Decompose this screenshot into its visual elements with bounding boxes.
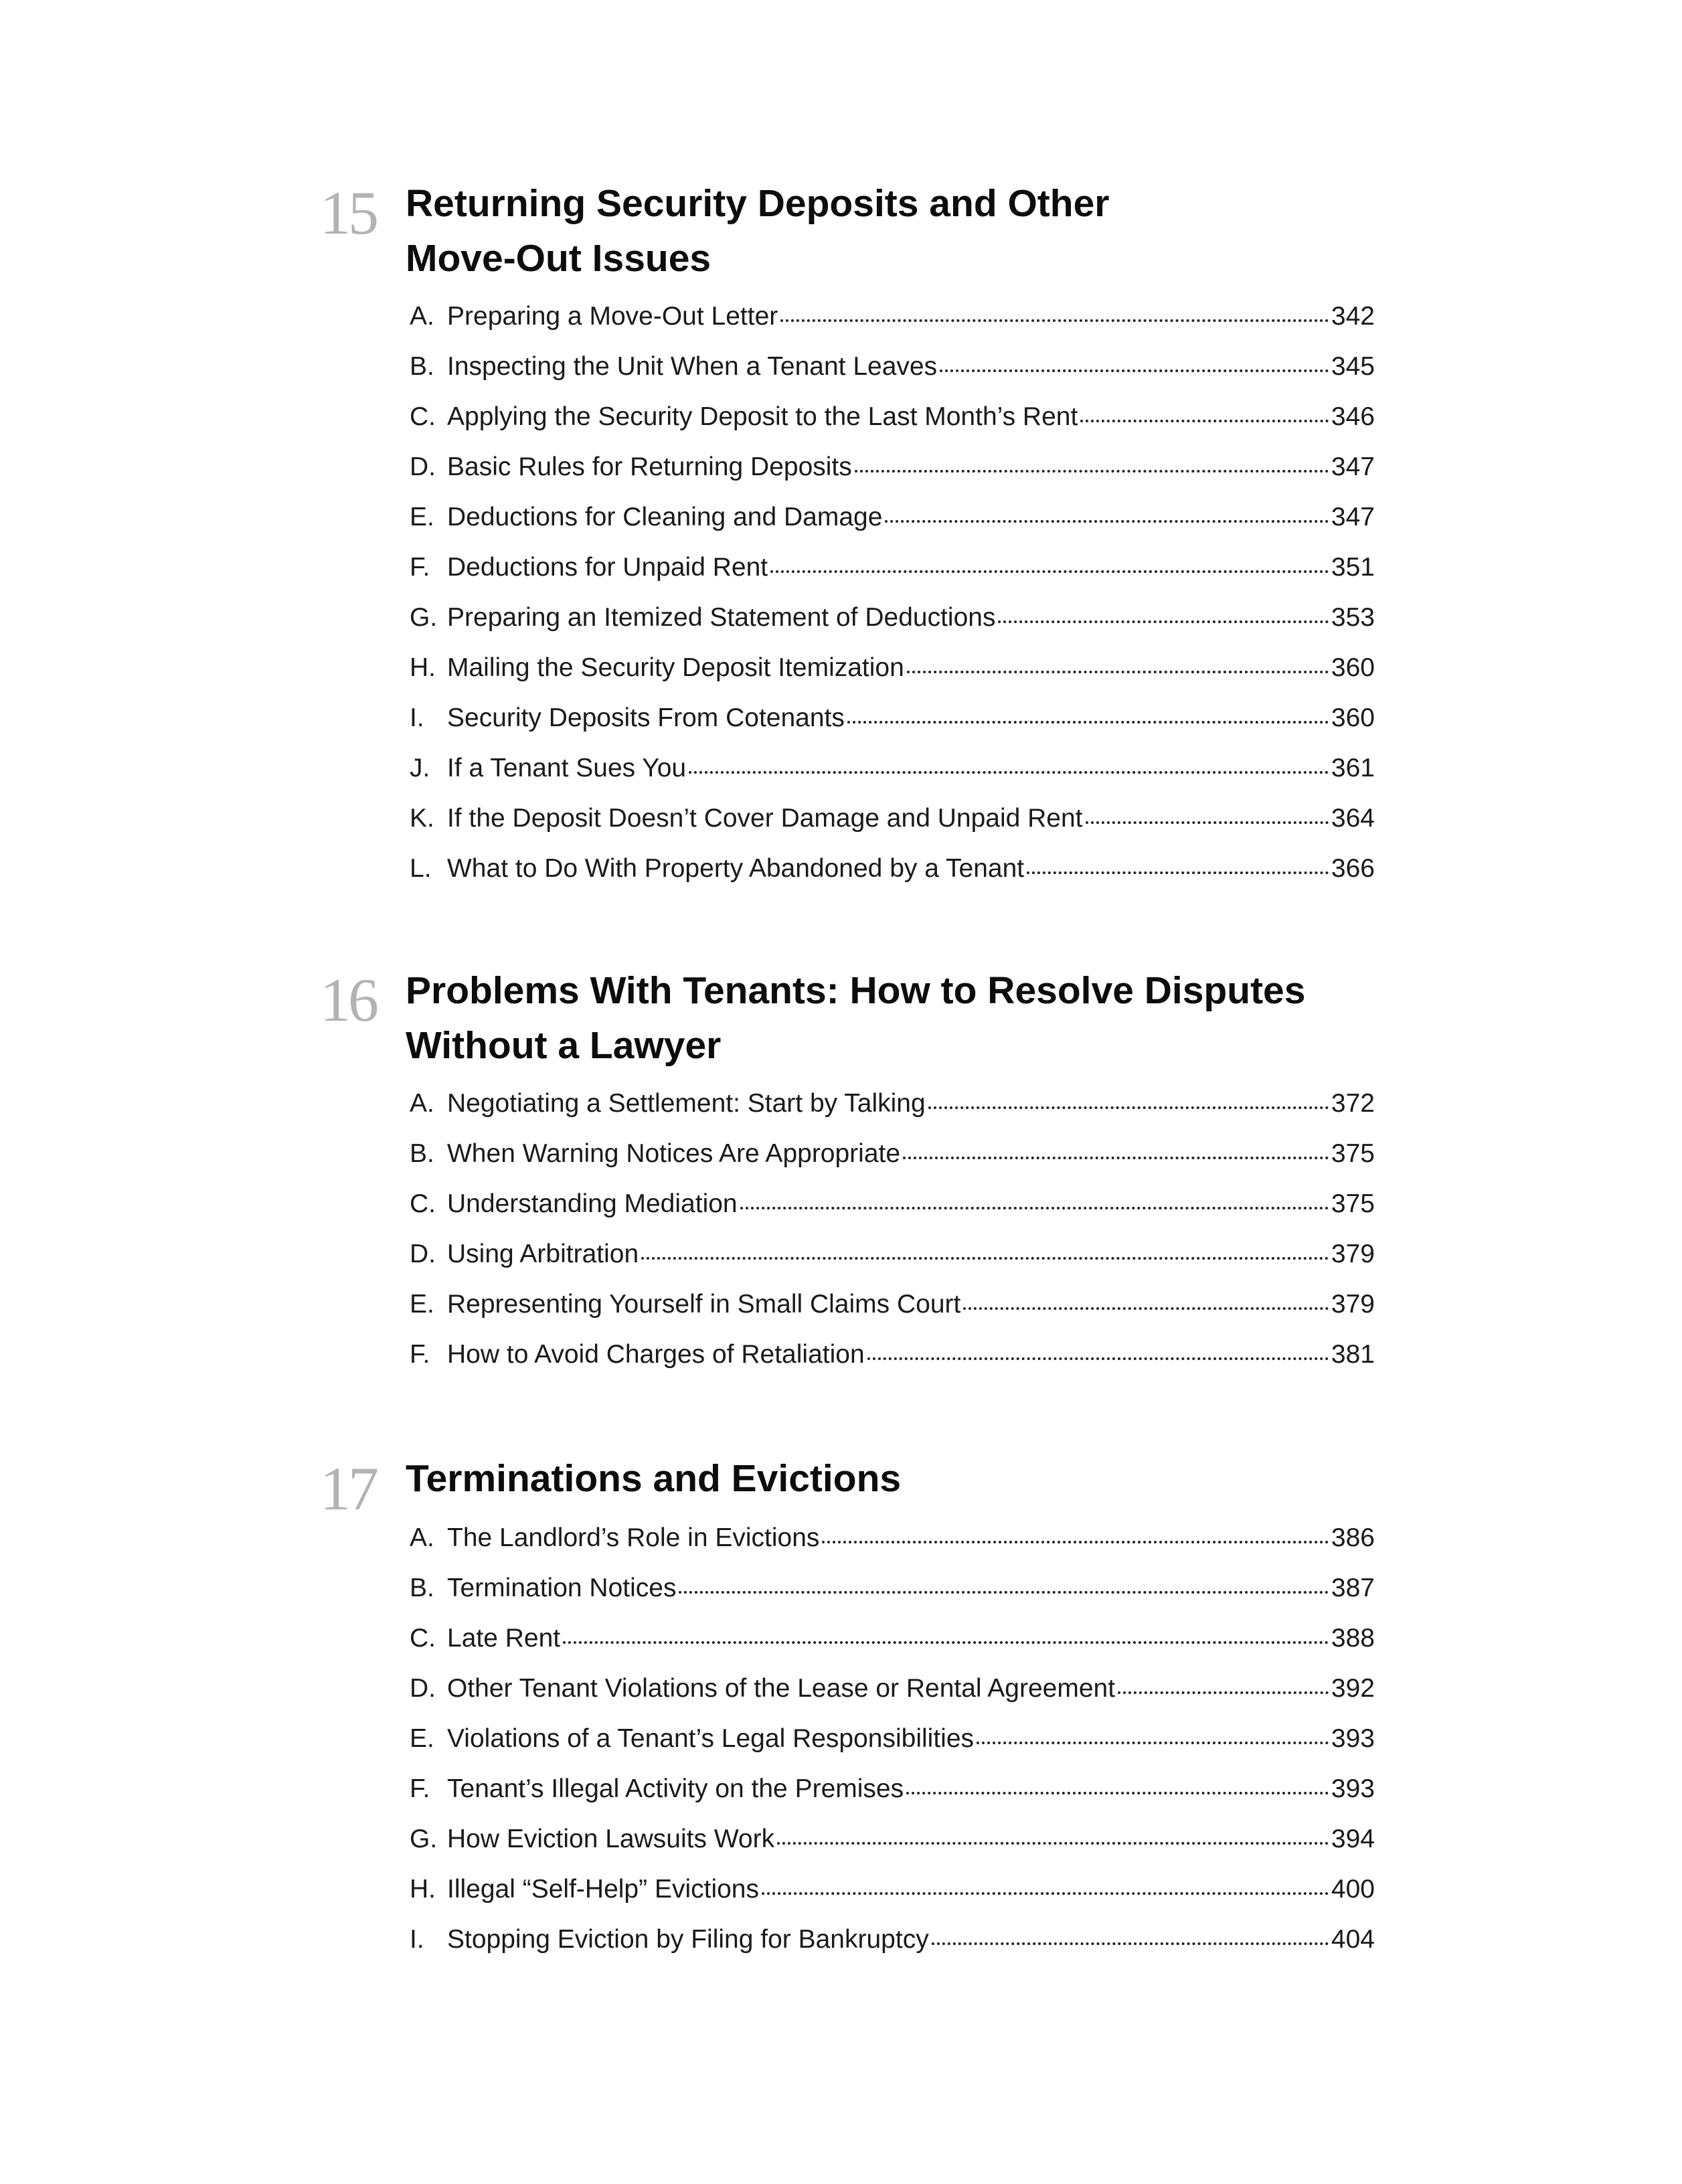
entry-letter: F.	[410, 553, 430, 582]
entry-page: 360	[1331, 653, 1375, 682]
entry-letter: B.	[410, 1139, 434, 1168]
entry-title: Tenant’s Illegal Activity on the Premises	[447, 1774, 904, 1803]
entry-title: Basic Rules for Returning Deposits	[447, 452, 852, 481]
entry-letter: A.	[410, 1523, 434, 1552]
chapter-number: 15	[320, 179, 376, 247]
entry-page: 388	[1331, 1624, 1375, 1653]
dot-leader	[1118, 1691, 1329, 1694]
entry-title: If a Tenant Sues You	[447, 754, 687, 782]
dot-leader	[903, 1157, 1329, 1159]
entry-page: 360	[1331, 703, 1375, 732]
entry-title: How to Avoid Charges of Retaliation	[447, 1340, 865, 1369]
dot-leader	[777, 1842, 1329, 1845]
chapter-number: 17	[320, 1454, 376, 1523]
entry-letter: C.	[410, 1189, 436, 1218]
entry-title: Inspecting the Unit When a Tenant Leaves	[447, 352, 938, 381]
entry-page: 364	[1331, 804, 1375, 833]
entry-letter: C.	[410, 1624, 436, 1653]
entry-title: Deductions for Cleaning and Damage	[447, 503, 883, 531]
entry-letter: L.	[410, 854, 432, 883]
entry-title: Late Rent	[447, 1624, 561, 1653]
entry-title: Preparing a Move-Out Letter	[447, 302, 778, 331]
entry-page: 372	[1331, 1089, 1375, 1118]
entry-page: 394	[1331, 1825, 1375, 1853]
dot-leader	[822, 1541, 1329, 1543]
chapter-title: Problems With Tenants: How to Resolve Disputes Without a Lawyer	[406, 969, 1306, 1067]
toc-entry[interactable]	[410, 1764, 1375, 1814]
dot-leader	[932, 1942, 1329, 1945]
dot-leader	[977, 1742, 1329, 1744]
entry-title: The Landlord’s Role in Evictions	[447, 1523, 820, 1552]
entry-letter: K.	[410, 804, 434, 833]
dot-leader	[940, 369, 1329, 372]
entry-letter: I.	[410, 1925, 424, 1954]
entry-title: When Warning Notices Are Appropriate	[447, 1139, 901, 1168]
entry-page: 379	[1331, 1290, 1375, 1319]
entry-letter: G.	[410, 603, 438, 632]
entry-page: 381	[1331, 1340, 1375, 1369]
dot-leader	[906, 1792, 1329, 1794]
entry-letter: F.	[410, 1340, 430, 1369]
entry-title: What to Do With Property Abandoned by a Tenant	[447, 854, 1025, 883]
entry-page: 393	[1331, 1774, 1375, 1803]
entry-title: Illegal “Self-Help” Evictions	[447, 1875, 760, 1904]
entry-page: 392	[1331, 1674, 1375, 1703]
toc-entry[interactable]	[410, 1179, 1375, 1229]
toc-entry[interactable]	[410, 341, 1375, 392]
entry-page: 375	[1331, 1189, 1375, 1218]
entry-page: 375	[1331, 1139, 1375, 1168]
entry-letter: C.	[410, 402, 436, 431]
chapter-title: Terminations and Evictions	[406, 1457, 902, 1500]
toc-entry[interactable]	[410, 693, 1375, 743]
toc-entry[interactable]	[410, 592, 1375, 643]
entry-title: Using Arbitration	[447, 1240, 639, 1268]
entry-letter: F.	[410, 1774, 430, 1803]
entry-letter: E.	[410, 1290, 434, 1319]
toc-entry[interactable]	[410, 1814, 1375, 1864]
entry-title: Mailing the Security Deposit Itemization	[447, 653, 904, 682]
dot-leader	[847, 721, 1329, 724]
dot-leader	[762, 1892, 1329, 1895]
dot-leader	[770, 570, 1329, 573]
entry-letter: J.	[410, 754, 430, 782]
entry-title: Stopping Eviction by Filing for Bankruptcy	[447, 1925, 929, 1954]
entry-title: If the Deposit Doesn’t Cover Damage and Unpaid Rent	[447, 804, 1083, 833]
toc-entry[interactable]	[410, 1279, 1375, 1329]
entry-title: Applying the Security Deposit to the Last Month’s Rent	[447, 402, 1078, 431]
entry-letter: D.	[410, 1674, 436, 1703]
chapter-number: 16	[320, 966, 376, 1034]
toc-entry[interactable]	[410, 392, 1375, 442]
chapter-contents	[410, 291, 1375, 894]
entry-letter: B.	[410, 352, 434, 381]
dot-leader	[689, 771, 1329, 774]
entry-page: 386	[1331, 1523, 1375, 1552]
toc-entry[interactable]	[410, 542, 1375, 592]
dot-leader	[998, 620, 1328, 623]
toc-entry[interactable]	[410, 1329, 1375, 1379]
dot-leader	[780, 319, 1329, 322]
toc-entry[interactable]	[410, 1613, 1375, 1663]
chapter-contents	[410, 1078, 1375, 1379]
toc-entry[interactable]	[410, 1663, 1375, 1713]
toc-entry[interactable]	[410, 793, 1375, 843]
entry-page: 387	[1331, 1574, 1375, 1602]
dot-leader	[855, 470, 1329, 473]
dot-leader	[740, 1207, 1329, 1209]
dot-leader	[928, 1106, 1329, 1109]
entry-page: 393	[1331, 1724, 1375, 1753]
entry-page: 351	[1331, 553, 1375, 582]
entry-page: 347	[1331, 503, 1375, 531]
toc-entry[interactable]	[410, 1128, 1375, 1179]
dot-leader	[867, 1357, 1329, 1360]
dot-leader	[641, 1257, 1329, 1260]
toc-entry[interactable]	[410, 1864, 1375, 1914]
entry-title: Deductions for Unpaid Rent	[447, 553, 768, 582]
entry-page: 347	[1331, 452, 1375, 481]
entry-letter: H.	[410, 1875, 436, 1904]
entry-page: 379	[1331, 1240, 1375, 1268]
entry-letter: H.	[410, 653, 436, 682]
entry-letter: E.	[410, 1724, 434, 1753]
entry-letter: I.	[410, 703, 424, 732]
entry-page: 345	[1331, 352, 1375, 381]
toc-entry[interactable]	[410, 1914, 1375, 1964]
entry-letter: B.	[410, 1574, 434, 1602]
toc-entry[interactable]	[410, 843, 1375, 894]
toc-entry[interactable]	[410, 643, 1375, 693]
dot-leader	[1027, 871, 1329, 874]
entry-letter: D.	[410, 452, 436, 481]
toc-entry[interactable]	[410, 1563, 1375, 1613]
entry-page: 346	[1331, 402, 1375, 431]
entry-letter: A.	[410, 302, 434, 331]
dot-leader	[563, 1641, 1329, 1644]
entry-page: 404	[1331, 1925, 1375, 1954]
dot-leader	[1080, 420, 1329, 422]
toc-entry[interactable]	[410, 492, 1375, 542]
chapter-contents	[410, 1513, 1375, 1964]
dot-leader	[679, 1591, 1328, 1594]
entry-title: Security Deposits From Cotenants	[447, 703, 845, 732]
entry-letter: A.	[410, 1089, 434, 1118]
entry-title: Preparing an Itemized Statement of Deductions	[447, 603, 996, 632]
dot-leader	[1086, 821, 1329, 824]
entry-letter: E.	[410, 503, 434, 531]
entry-title: Violations of a Tenant’s Legal Responsibilities	[447, 1724, 975, 1753]
dot-leader	[963, 1307, 1329, 1310]
entry-title: Representing Yourself in Small Claims Court	[447, 1290, 961, 1319]
entry-letter: G.	[410, 1825, 438, 1853]
entry-title: Other Tenant Violations of the Lease or Rental Agreement	[447, 1674, 1116, 1703]
toc-entry[interactable]	[410, 743, 1375, 793]
toc-entry[interactable]	[410, 1078, 1375, 1128]
chapter-title: Returning Security Deposits and Other Move-Out Issues	[406, 182, 1110, 280]
entry-page: 400	[1331, 1875, 1375, 1904]
entry-page: 361	[1331, 754, 1375, 782]
entry-title: Termination Notices	[447, 1574, 677, 1602]
entry-letter: D.	[410, 1240, 436, 1268]
entry-page: 353	[1331, 603, 1375, 632]
toc-entry[interactable]	[410, 442, 1375, 492]
toc-entry[interactable]	[410, 1713, 1375, 1764]
entry-title: Understanding Mediation	[447, 1189, 738, 1218]
dot-leader	[907, 671, 1329, 673]
entry-page: 342	[1331, 302, 1375, 331]
entry-title: Negotiating a Settlement: Start by Talking	[447, 1089, 926, 1118]
entry-title: How Eviction Lawsuits Work	[447, 1825, 775, 1853]
entry-page: 366	[1331, 854, 1375, 883]
toc-entry[interactable]	[410, 1229, 1375, 1279]
toc-entry[interactable]	[410, 1513, 1375, 1563]
dot-leader	[885, 520, 1329, 523]
toc-entry[interactable]	[410, 291, 1375, 341]
